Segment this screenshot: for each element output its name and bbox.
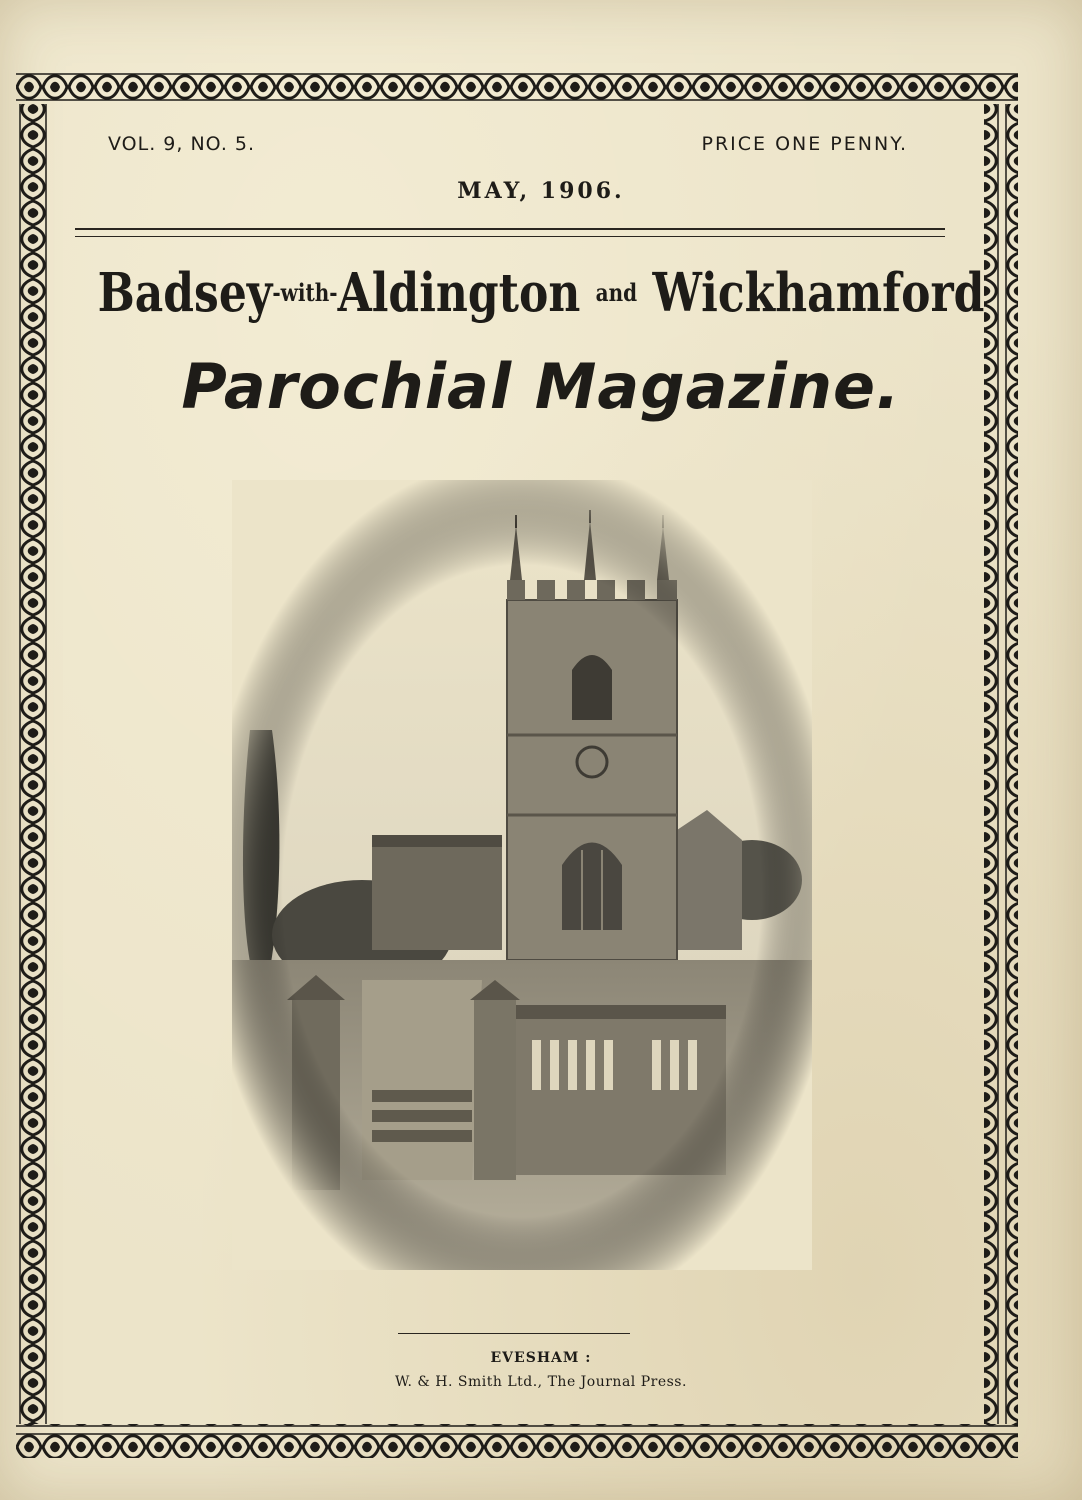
publisher-rule [398,1333,630,1334]
magazine-subtitle: Parochial Magazine. [181,350,901,423]
double-rule-bottom [75,236,945,237]
title-wickhamford: Wickhamford [652,262,985,325]
title-badsey: Badsey [97,262,273,325]
church-photograph [232,480,812,1270]
magazine-title [40,262,1042,324]
title-with: -with- [272,277,338,308]
title-and: and [595,277,638,308]
publisher-place: EVESHAM : [490,1350,592,1366]
title-aldington: Aldington [337,262,581,325]
double-rule-top [75,228,945,230]
volume-number: VOL. 9, NO. 5. [108,133,256,155]
masthead-row [108,133,908,163]
issue-date: MAY, 1906. [457,178,625,204]
price-label: PRICE ONE PENNY. [701,133,908,155]
publisher-name: W. & H. Smith Ltd., The Journal Press. [395,1374,687,1390]
